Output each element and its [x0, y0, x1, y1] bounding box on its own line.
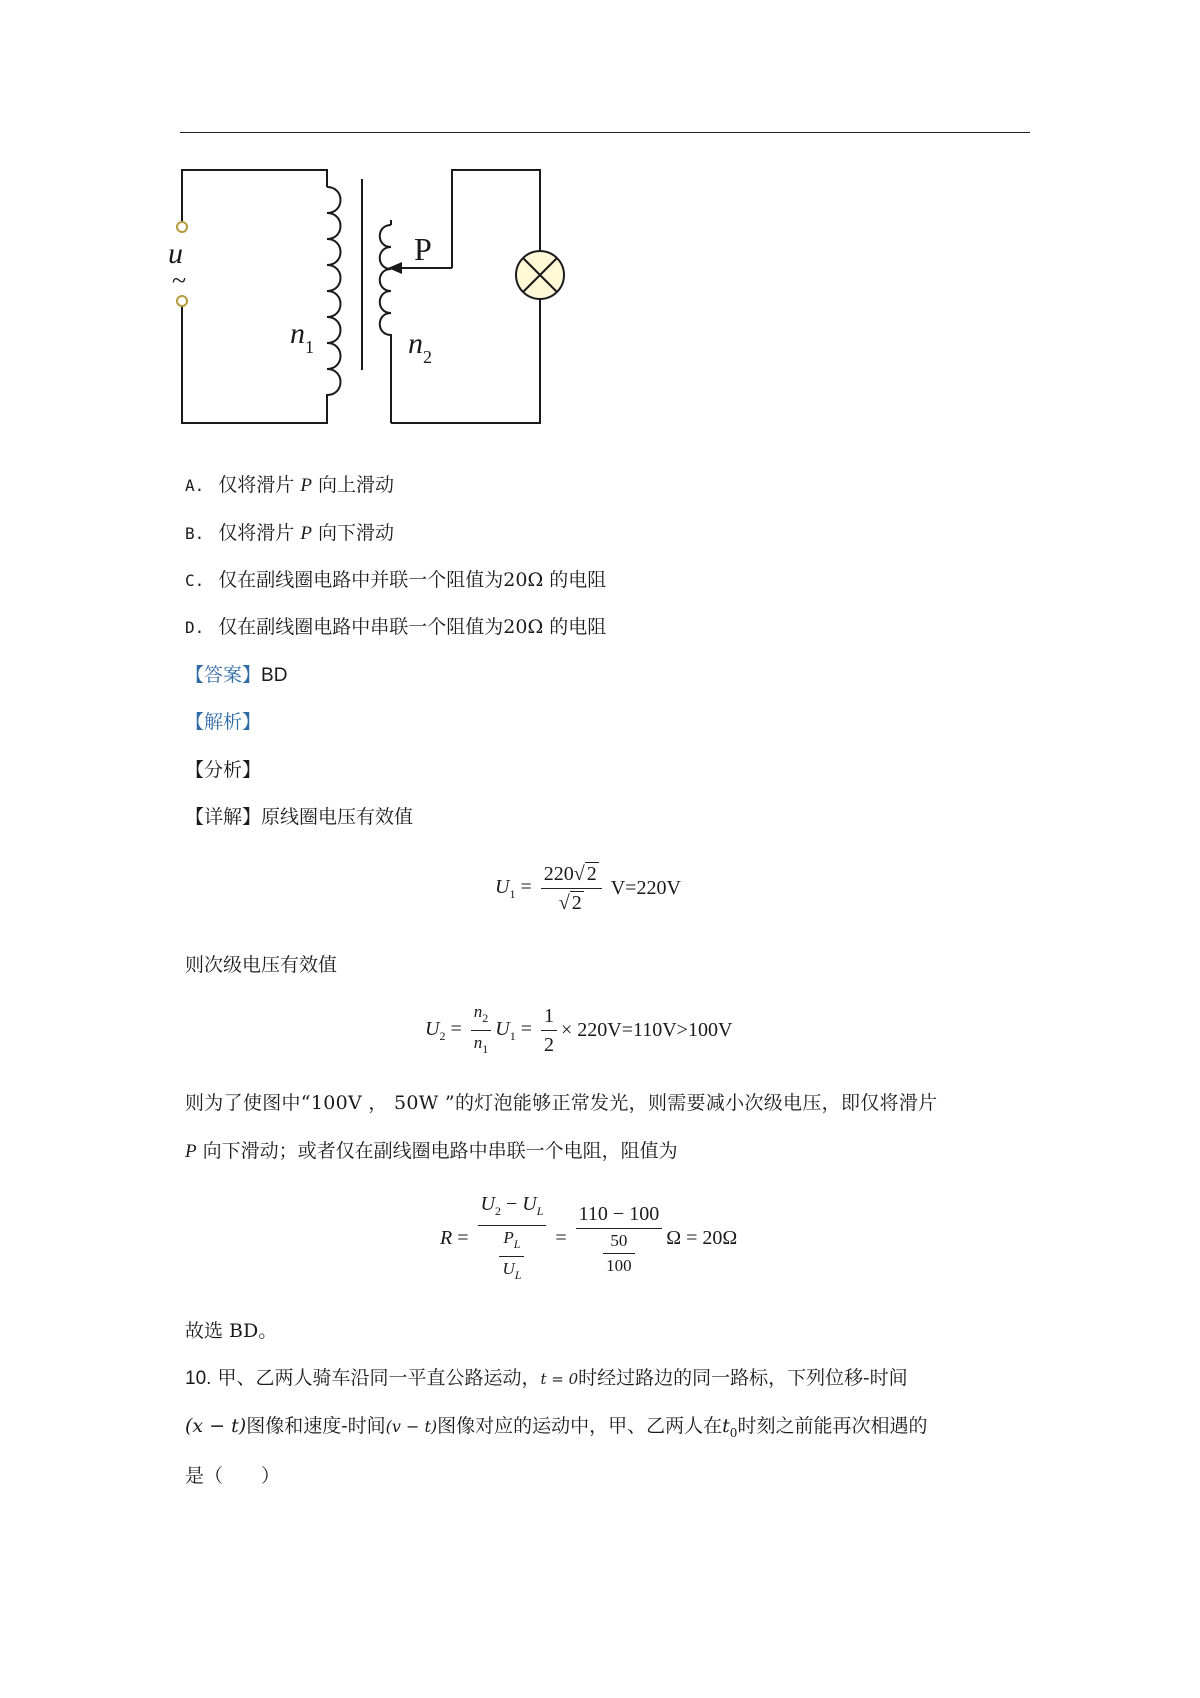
- equation-u1: $U_1$ = $\frac{220√ 2}{√ 2}$ V=220V: [495, 860, 681, 917]
- answer-tag: 【答案】: [185, 664, 262, 686]
- equation-r: R = $\frac{U_2 - U_L}{\frac{P_L}{U_L}}$ = $\frac{110 - 100}{\frac{50}{100}}$ Ω = 20Ω: [440, 1190, 737, 1287]
- secondary-turns-label: $n_2$: [408, 327, 432, 367]
- secondary-wire-slider: [452, 170, 540, 268]
- question-10-line-3: 是（ ）: [185, 1465, 281, 1487]
- source-label: u: [168, 237, 183, 270]
- terminal-top: [177, 222, 187, 232]
- analysis-tag: 【解析】: [185, 711, 262, 733]
- option-b: B. 仅将滑片 P 向下滑动: [185, 522, 394, 544]
- answer-line: [185, 662, 287, 689]
- option-d: D. 仅在副线圈电路中串联一个阻值为20Ω 的电阻: [185, 616, 607, 638]
- secondary-wire-bottom: [391, 298, 540, 423]
- primary-turns-label: $n_1$: [290, 317, 314, 357]
- conclusion: 故选 BD。: [185, 1320, 278, 1342]
- secondary-coil: [380, 225, 391, 423]
- slider-arrow-head: [388, 262, 402, 274]
- option-c: C. 仅在副线圈电路中并联一个阻值为20Ω 的电阻: [185, 569, 607, 591]
- transformer-circuit-diagram: [168, 165, 630, 430]
- secondary-voltage-text: 则次级电压有效值: [185, 954, 338, 976]
- question-10-line-2: (x − t)图像和速度-时间(v − t)图像对应的运动中，甲、乙两人在$t_0$时刻之前能再次相遇的: [185, 1415, 928, 1440]
- fenxi-tag: 【分析】: [185, 759, 262, 781]
- lamp-icon: [516, 251, 564, 299]
- terminal-bottom: [177, 296, 187, 306]
- answer-value: BD: [261, 665, 288, 686]
- equation-u2: $U_2$ = $\frac{n_2}{n_1}$ $U_1$ = $\frac{1}{2}$ × 220V=110V>100V: [425, 1002, 733, 1056]
- primary-coil: [327, 187, 341, 400]
- primary-wire: [182, 170, 327, 223]
- paragraph-2: P 向下滑动；或者仅在副线圈电路中串联一个电阻，阻值为: [185, 1140, 678, 1162]
- tilde-label: ~: [172, 266, 187, 295]
- paragraph-1: 则为了使图中“100V ， 50W ”的灯泡能够正常发光，则需要减小次级电压，即仅将滑片: [185, 1092, 938, 1114]
- detail-line: 【详解】原线圈电压有效值: [185, 806, 414, 828]
- header-rule: [180, 132, 1030, 133]
- question-10-line-1: 10. 甲、乙两人骑车沿同一平直公路运动，t = 0时经过路边的同一路标，下列位移-时间: [185, 1367, 908, 1389]
- option-a: A. 仅将滑片 P 向上滑动: [185, 474, 394, 496]
- slider-label: P: [414, 231, 432, 267]
- primary-wire-bottom: [182, 305, 327, 423]
